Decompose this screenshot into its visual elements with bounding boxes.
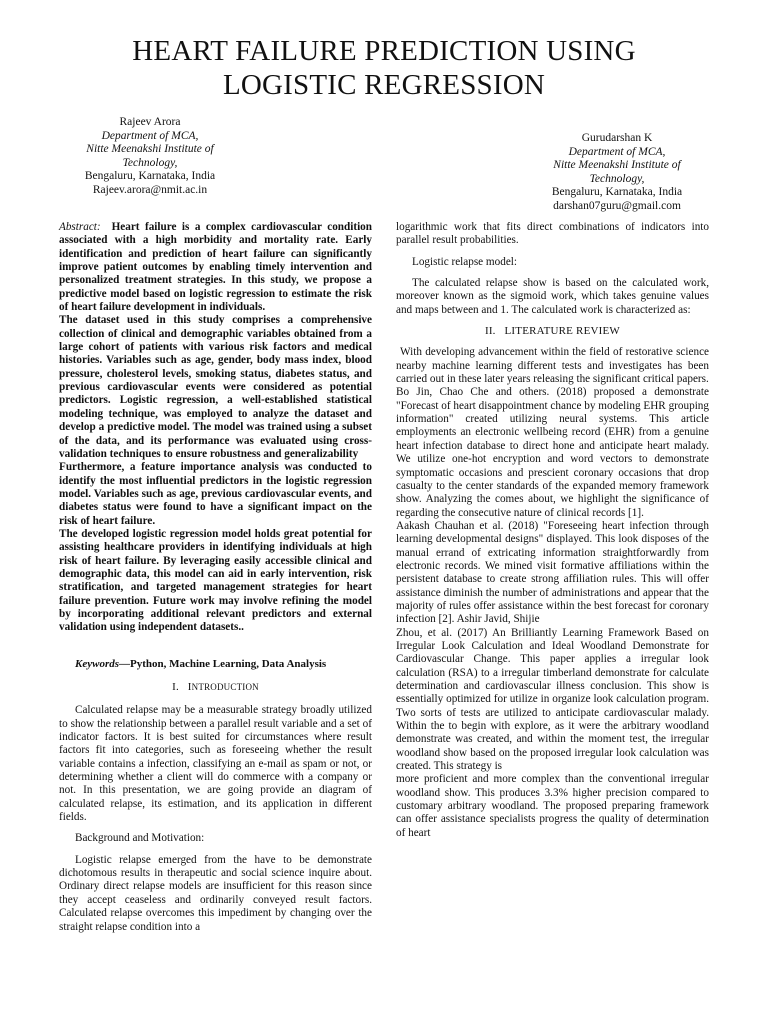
keywords-label: Keywords	[75, 657, 119, 670]
right-column	[396, 221, 709, 840]
left-column	[59, 221, 372, 934]
abstract-paragraph-3: Furthermore, a feature importance analysis was conducted to identify the most influential predictors in the logistic regression model. Variables such as age, previous cardiovascular events, and diabetes status were found to have a significant impact on the risk of heart failure.	[59, 461, 372, 527]
keywords	[59, 658, 372, 671]
section-number: II.	[484, 325, 496, 338]
author-email: Rajeev.arora@nmit.ac.in	[92, 183, 208, 196]
intro-paragraph-1: Calculated relapse may be a measurable strategy broadly utilized to show the relationship between a parallel result variable and a set of indicator factors. It is best suited for circumstances where result factors fit into categories, such as foreseeing whether the result variable contains a infection, classifying an e-mail as spam or not, or determining whether a client will do commerce with a company or not. In this presentation, we are going provide an diagram of calculated relapse, its estimation, and its application in different fields.	[59, 704, 372, 824]
author-email: darshan07guru@gmail.com	[553, 199, 681, 212]
subheading-background: Background and Motivation:	[75, 832, 205, 845]
author-location: Bengaluru, Karnataka, India	[84, 170, 216, 182]
author-department: Department of MCA,	[568, 145, 666, 158]
author-institute: Nitte Meenakshi Institute of	[553, 159, 681, 171]
literature-paragraph-4: Zhou, et al. (2017) An Brilliantly Learning Framework Based on Irregular Look Calculation and Ideal Woodland Demonstrate for Cardiovascular Change. This paper applies a irregular look calculation (RSA) to a irregular timberland demonstrate for calculate determination and cardiovascular illness conclusion. This show is essentially optimized for utilize in organize look calculation program. Two sorts of tests are utilized to anticipate cardiovascular malady. Within the to begin with explore, as it were the arbitrary woodland demonstrate was created, and within the moment test, the irregular woodland show based on the proposed irregular look calculation was created. This strategy is	[396, 626, 709, 773]
author-institute-cont: Technology,	[122, 156, 178, 169]
author-block-1	[70, 116, 230, 197]
literature-paragraph-2: Bo Jin, Chao Che and others. (2018) proposed a demonstrate "Forecast of heart disappointment chance by modeling EHR grouping information" created utilizing neural systems. This article employments an electronic wellbeing record (EHR) from a genuine heart infection database to direct hone and anticipate heart malady. We utilize one-hot encryption and word vectors to demonstrate symptomatic occasions and prescient coronary occasions that drop casualty to the center standards of the expanded memory framework show. Analyzing the comes about, we highlight the significance of regarding the consecutive nature of clinical records [1].	[396, 386, 709, 519]
abstract-text-1: Heart failure is a complex cardiovascular condition associated with a high morbidity and mortality rate. Early identification and prediction of heart failure can significantly improve patient outcomes by enabling timely intervention and personalized treatment strategies. In this study, we propose a predictive model based on logistic regression to estimate the risk of heart failure development in individuals.	[59, 221, 372, 314]
author-name: Gurudarshan K	[581, 132, 653, 144]
abstract-paragraph-4: The developed logistic regression model holds great potential for assisting healthcare providers in identifying individuals at high risk of heart failure. By leveraging easily accessible clinical and demographic data, this model can aid in early intervention, risk stratification, and targeted management strategies for heart failure prevention. Future work may involve refining the model by incorporating additional relevant predictors and external validation using independent datasets..	[59, 527, 372, 634]
author-institute: Nitte Meenakshi Institute of	[86, 143, 214, 155]
section-heading-introduction	[59, 681, 372, 694]
literature-paragraph-3: Aakash Chauhan et al. (2018) "Foreseeing heart infection through learning developmental designs" displayed. This look disposes of the manual errand of extricating information straightforwardly from electronic records. We mined visit formative affiliations within the persistent database to create strong affiliation rules. This will offer assistance diminish the number of administrations and appear that the majority of rules offer assistance within the best forecast for coronary infection [2]. Ashir Javid, Shijie	[396, 519, 709, 626]
keywords-text: —Python, Machine Learning, Data Analysis	[119, 657, 327, 670]
continued-paragraph: logarithmic work that fits direct combinations of indicators into parallel result probabilities.	[396, 221, 709, 247]
section-number: I.	[172, 681, 179, 693]
logistic-model-paragraph: The calculated relapse show is based on the calculated work, moreover known as the sigmoid work, which takes genuine values and maps between and 1. The calculated work is characterized as:	[396, 277, 709, 316]
author-block-2	[537, 132, 697, 213]
literature-paragraph-1: With developing advancement within the field of restorative science nearby machine learning different tests and investigates has been carried out in these later years releasing the significant critical papers.	[396, 346, 709, 386]
section-title-rest: NTRODUCTION	[191, 682, 259, 692]
title-line-2: LOGISTIC REGRESSION	[222, 69, 545, 101]
author-name: Rajeev Arora	[119, 116, 181, 128]
abstract-label: Abstract:	[59, 221, 101, 233]
author-location: Bengaluru, Karnataka, India	[551, 186, 683, 198]
literature-paragraph-5: more proficient and more complex than the conventional irregular woodland show. This produces 3.3% higher precision compared to customary arbitrary woodland. The proposed preparing framework can offer assistance specialists progress the quality of determination of heart	[396, 773, 709, 839]
section-heading-literature-review	[396, 325, 709, 338]
abstract-paragraph-1	[59, 221, 372, 314]
subheading-logistic-model: Logistic relapse model:	[412, 255, 518, 268]
section-title: LITERATURE REVIEW	[504, 325, 621, 338]
abstract-paragraph-2: The dataset used in this study comprises a comprehensive collection of clinical and demographic variables obtained from a large cohort of patients with various risk factors and medical histories. Variables such as age, gender, body mass index, blood pressure, cholesterol levels, smoking status, diabetes status, and previous cardiovascular events were considered as potential predictors. Logistic regression, a well-established statistical modeling technique, was employed to analyze the dataset and develop a predictive model. The model was trained using a subset of the data, and its performance was evaluated using cross-validation techniques to ensure robustness and generalizability	[59, 314, 372, 460]
section-title-initial: I	[187, 681, 192, 693]
title-line-1: HEART FAILURE PREDICTION USING	[132, 35, 636, 67]
paper-title	[0, 34, 768, 102]
author-institute-cont: Technology,	[589, 172, 645, 185]
author-department: Department of MCA,	[101, 129, 199, 142]
intro-paragraph-2: Logistic relapse emerged from the have to be demonstrate dichotomous results in therapeutic and social science inquire about. Ordinary direct relapse models are insufficient for this reason since they accept ceaseless and ordinarily conveyed result factors. Calculated relapse overcomes this impediment by changing over the straight relapse condition into a	[59, 853, 372, 933]
